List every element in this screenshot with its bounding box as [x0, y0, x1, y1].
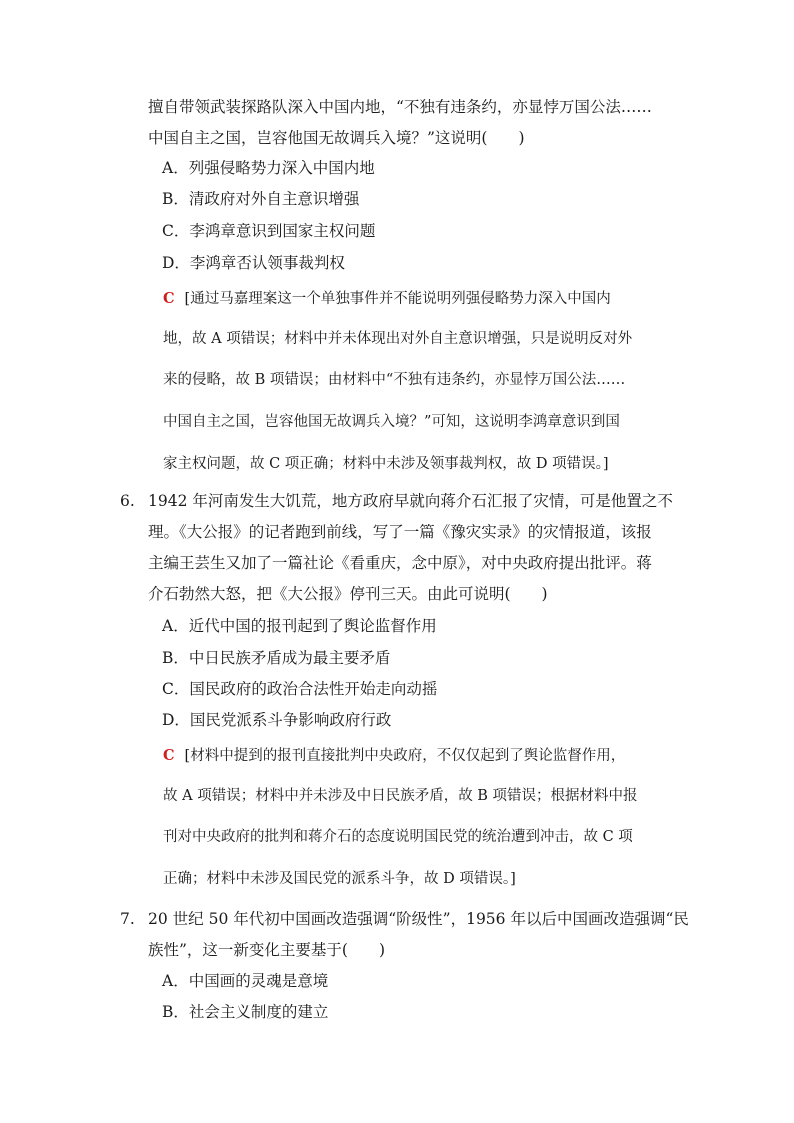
q5-answer-key: C	[163, 290, 175, 307]
q6-explanation-line-3: 刊对中央政府的批判和蒋介石的态度说明国民党的统治遭到冲击，故 C 项	[163, 829, 633, 845]
q6-option-a: A．近代中国的报刊起到了舆论监督作用	[162, 617, 437, 635]
q6-explanation-line-2: 故 A 项错误；材料中并未涉及中日民族矛盾，故 B 项错误；根据材料中报	[163, 788, 638, 804]
q6-option-b: B．中日民族矛盾成为最主要矛盾	[162, 649, 391, 667]
q5-explanation-line-4: 中国自主之国，岂容他国无故调兵入境？”可知，这说明李鸿章意识到国	[163, 414, 620, 430]
q6-option-c: C．国民政府的政治合法性开始走向动摇	[162, 680, 438, 698]
q6-stem-line-1: 1942 年河南发生大饥荒，地方政府早就向蒋介石汇报了灾情，可是他置之不	[148, 492, 673, 510]
q7-number: 7.	[120, 910, 135, 928]
q6-option-d: D．国民党派系斗争影响政府行政	[162, 711, 392, 729]
q5-explanation-line-1: C [通过马嘉理案这一个单独事件并不能说明列强侵略势力深入中国内	[163, 290, 611, 307]
q7-stem-line-2: 族性”，这一新变化主要基于( )	[148, 941, 386, 959]
q5-stem-line-2: 中国自主之国，岂容他国无故调兵入境？”这说明( )	[148, 129, 525, 147]
q7-option-a: A．中国画的灵魂是意境	[162, 972, 329, 990]
q6-stem-line-2: 理。《大公报》的记者跑到前线，写了一篇《豫灾实录》的灾情报道，该报	[148, 523, 652, 541]
q7-stem-line-1: 20 世纪 50 年代初中国画改造强调“阶级性”，1956 年以后中国画改造强调“民	[148, 910, 689, 928]
q6-answer-key: C	[163, 747, 175, 764]
q5-option-a: A．列强侵略势力深入中国内地	[162, 159, 375, 177]
q5-explanation-line-3: 来的侵略，故 B 项错误；由材料中“不独有违条约，亦显悖万国公法……	[163, 372, 626, 388]
q5-option-b: B．清政府对外自主意识增强	[162, 190, 360, 208]
q7-option-b: B．社会主义制度的建立	[162, 1003, 329, 1021]
q6-number: 6.	[120, 492, 135, 510]
q6-explanation-line-1: C [材料中提到的报刊直接批判中央政府，不仅仅起到了舆论监督作用，	[163, 747, 626, 764]
q5-option-c: C．李鸿章意识到国家主权问题	[162, 222, 376, 240]
q6-explanation-line-4: 正确；材料中未涉及国民党的派系斗争，故 D 项错误。]	[163, 871, 516, 887]
q6-stem-line-4: 介石勃然大怒，把《大公报》停刊三天。由此可说明( )	[148, 585, 548, 603]
q5-explanation-line-2: 地，故 A 项错误；材料中并未体现出对外自主意识增强，只是说明反对外	[163, 331, 633, 347]
q5-option-d: D．李鸿章否认领事裁判权	[162, 254, 345, 272]
q5-explanation-line-5: 家主权问题，故 C 项正确；材料中未涉及领事裁判权，故 D 项错误。]	[163, 456, 609, 472]
q5-stem-line-1: 擅自带领武装探路队深入中国内地，“不独有违条约，亦显悖万国公法……	[148, 98, 652, 116]
q6-stem-line-3: 主编王芸生又加了一篇社论《看重庆，念中原》，对中央政府提出批评。蒋	[148, 554, 652, 572]
